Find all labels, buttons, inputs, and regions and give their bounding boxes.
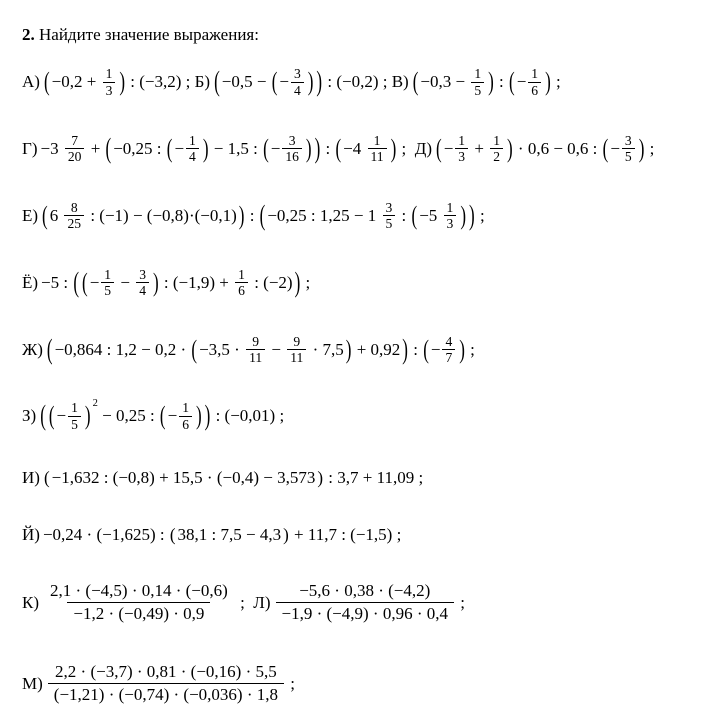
fraction-numerator: 1 xyxy=(182,400,189,416)
fraction-numerator: 1 xyxy=(373,133,381,149)
item-label: Е) xyxy=(22,206,39,226)
item-label: Ё) xyxy=(22,272,39,292)
math-text: − xyxy=(279,72,289,92)
fraction-denominator: 11 xyxy=(246,349,265,365)
math-text: : xyxy=(397,206,411,226)
paren-group xyxy=(39,400,211,431)
fraction xyxy=(490,133,503,164)
math-text: − xyxy=(267,339,286,359)
close-paren-icon: ) xyxy=(305,133,312,164)
expression-item xyxy=(22,580,253,625)
big-fraction xyxy=(44,580,234,625)
fraction xyxy=(471,66,484,97)
paren-group-content xyxy=(516,66,544,97)
close-paren-icon: ) xyxy=(345,334,352,364)
math-text: ; xyxy=(465,339,475,359)
expression-item xyxy=(22,524,401,545)
open-paren-icon: ( xyxy=(436,133,442,164)
math-text: : xyxy=(245,206,259,226)
close-paren-icon: ) xyxy=(195,401,202,431)
paren-group xyxy=(411,200,467,231)
expression-item xyxy=(22,200,485,231)
paren-group-content xyxy=(266,200,468,231)
close-paren-icon: ) xyxy=(317,467,324,488)
paren-group xyxy=(259,200,476,231)
paren-group xyxy=(435,133,514,164)
fraction-numerator: 1 xyxy=(493,133,500,149)
fraction-numerator: −5,6 · 0,38 · (−4,2) xyxy=(299,581,431,601)
open-paren-icon: ( xyxy=(82,267,88,297)
paren-group-content xyxy=(278,66,306,97)
math-text: · 7,5 xyxy=(308,339,344,359)
math-text: 6 xyxy=(49,206,63,226)
problem-number: 2. xyxy=(22,25,35,44)
paren-group-content xyxy=(112,133,313,164)
close-paren-icon: ) xyxy=(545,67,551,97)
item-label: И) xyxy=(22,468,40,488)
item-label: А) xyxy=(22,72,40,92)
math-text: ; xyxy=(551,72,561,92)
open-paren-icon: ( xyxy=(271,67,278,97)
open-paren-icon: ( xyxy=(43,467,50,488)
open-paren-icon: ( xyxy=(263,133,269,164)
fraction-numerator: 8 xyxy=(70,199,78,215)
expression-item xyxy=(22,400,284,431)
paren-group xyxy=(262,133,313,164)
fraction-denominator: 5 xyxy=(68,416,81,432)
math-text: ; xyxy=(301,272,311,292)
math-text: −5 : xyxy=(41,272,73,292)
item-label: Г) xyxy=(22,139,38,159)
open-paren-icon: ( xyxy=(40,399,46,432)
paren-group xyxy=(48,400,98,431)
paren-group-content xyxy=(51,467,317,488)
fraction xyxy=(622,133,635,164)
paren-group-content xyxy=(198,334,345,365)
fraction-numerator: 1 xyxy=(474,66,482,82)
fraction-numerator: 2,1 · (−4,5) · 0,14 · (−0,6) xyxy=(50,581,228,601)
fraction xyxy=(368,133,387,164)
fraction-denominator: 20 xyxy=(65,148,85,164)
math-text: − 0,25 : xyxy=(97,406,159,426)
item-label: Ж) xyxy=(22,339,43,359)
fraction-denominator: 6 xyxy=(528,82,541,98)
paren-group xyxy=(43,66,126,97)
math-text: −0,864 : 1,2 − 0,2 · xyxy=(54,339,191,359)
fraction-denominator: −1,2 · (−0,49) · 0,9 xyxy=(67,602,210,625)
paren-group-content xyxy=(89,267,152,298)
fraction xyxy=(442,334,455,365)
expression-item xyxy=(253,580,465,625)
big-fraction xyxy=(276,580,454,625)
fraction-numerator: 1 xyxy=(71,400,78,416)
fraction-numerator: 9 xyxy=(252,333,259,349)
fraction-denominator: 7 xyxy=(442,349,455,365)
item-label: М) xyxy=(22,673,43,693)
math-text: −3 xyxy=(40,139,63,159)
expression-item xyxy=(415,133,655,164)
paren-group xyxy=(508,66,552,97)
math-text: −3,5 · xyxy=(199,339,245,359)
open-paren-icon: ( xyxy=(214,65,220,98)
math-text: ; xyxy=(475,206,485,226)
fraction xyxy=(65,133,85,164)
math-text: : (−1,9) + xyxy=(159,272,234,292)
item-label: Д) xyxy=(414,139,433,159)
exponent: 2 xyxy=(92,398,98,410)
paren-group xyxy=(43,467,324,488)
fraction xyxy=(246,334,265,365)
close-paren-icon: ) xyxy=(402,332,408,366)
paren-group-content xyxy=(430,334,458,365)
close-paren-icon: ) xyxy=(283,524,289,545)
fraction-numerator: 1 xyxy=(189,133,196,149)
math-text: + 0,92 xyxy=(352,339,401,359)
expression-row xyxy=(22,66,708,97)
fraction xyxy=(136,267,149,298)
fraction xyxy=(103,66,116,97)
fraction-denominator: 2 xyxy=(490,148,503,164)
fraction-numerator: 4 xyxy=(445,333,453,349)
fraction xyxy=(444,200,457,231)
fraction-denominator: 11 xyxy=(287,349,306,365)
fraction xyxy=(291,66,304,97)
paren-group-content xyxy=(270,133,305,164)
fraction-denominator: 4 xyxy=(186,148,199,164)
open-paren-icon: ( xyxy=(423,334,429,364)
paren-group-content xyxy=(342,133,389,164)
math-text: ; xyxy=(397,139,415,159)
math-text: − xyxy=(270,139,281,159)
close-paren-icon: ) xyxy=(460,200,467,231)
paren-group xyxy=(335,133,398,164)
fraction xyxy=(186,133,199,164)
close-paren-icon: ) xyxy=(316,65,323,98)
fraction xyxy=(287,334,306,365)
page-title xyxy=(22,25,708,45)
fraction-numerator: 3 xyxy=(293,66,301,82)
paren-group xyxy=(213,66,323,97)
expression-list xyxy=(22,66,708,706)
open-paren-icon: ( xyxy=(259,199,266,232)
paren-group xyxy=(271,66,315,97)
close-paren-icon: ) xyxy=(84,401,91,431)
expression-item xyxy=(22,467,423,488)
paren-group-content xyxy=(56,400,84,431)
close-paren-icon: ) xyxy=(202,133,209,164)
math-text: : (−0,01) ; xyxy=(211,406,285,426)
fraction-numerator: 1 xyxy=(458,133,466,149)
open-paren-icon: ( xyxy=(509,67,515,97)
open-paren-icon: ( xyxy=(335,133,342,164)
open-paren-icon: ( xyxy=(48,401,55,431)
math-text: : xyxy=(321,139,335,159)
paren-group xyxy=(422,334,466,365)
close-paren-icon: ) xyxy=(119,67,126,97)
math-text: + xyxy=(86,139,105,159)
expression-item xyxy=(22,133,415,164)
close-paren-icon: ) xyxy=(314,132,321,165)
paren-group xyxy=(169,524,290,545)
paren-group-content xyxy=(49,200,238,231)
math-text: − xyxy=(610,139,620,159)
fraction-denominator: −1,9 · (−4,9) · 0,96 · 0,4 xyxy=(276,602,454,625)
math-text: : xyxy=(494,72,509,92)
expression-row xyxy=(22,661,708,706)
math-text: − xyxy=(89,272,100,292)
expression-row xyxy=(22,467,708,488)
fraction-denominator: 11 xyxy=(368,148,387,164)
expression-row xyxy=(22,524,708,545)
fraction-denominator: 16 xyxy=(282,148,302,164)
paren-group-content xyxy=(54,334,402,365)
close-paren-icon: ) xyxy=(459,334,465,364)
open-paren-icon: ( xyxy=(411,200,418,231)
math-text: − 1,5 : xyxy=(209,139,263,159)
fraction-numerator: 1 xyxy=(238,266,245,282)
fraction-denominator: 3 xyxy=(455,148,468,164)
fraction-denominator: 5 xyxy=(383,215,396,231)
math-text: ; xyxy=(235,593,254,613)
math-text: ; xyxy=(455,593,465,613)
math-text: : (−2) xyxy=(249,272,293,292)
math-text: −0,24 · (−1,625) : xyxy=(42,524,169,544)
open-paren-icon: ( xyxy=(73,266,80,299)
paren-group-content xyxy=(51,66,119,97)
fraction-denominator: 25 xyxy=(64,215,84,231)
fraction xyxy=(101,267,114,298)
math-text: −0,3 − xyxy=(420,72,470,92)
paren-group xyxy=(602,133,646,164)
fraction xyxy=(235,267,248,298)
math-text: + xyxy=(470,139,489,159)
math-text: − xyxy=(116,272,135,292)
big-fraction xyxy=(48,661,284,706)
math-text: −0,5 − xyxy=(221,72,271,92)
math-text: − xyxy=(174,139,185,159)
fraction xyxy=(455,133,468,164)
close-paren-icon: ) xyxy=(488,67,494,97)
paren-group xyxy=(412,66,495,97)
fraction-denominator: 3 xyxy=(103,82,116,98)
paren-group xyxy=(46,334,409,365)
open-paren-icon: ( xyxy=(166,133,173,164)
math-text: · 0,6 − 0,6 : xyxy=(513,139,602,159)
fraction-numerator: 2,2 · (−3,7) · 0,81 · (−0,16) · 5,5 xyxy=(55,661,277,681)
math-text: ; xyxy=(645,139,655,159)
close-paren-icon: ) xyxy=(294,266,301,299)
fraction-numerator: 3 xyxy=(385,199,393,215)
open-paren-icon: ( xyxy=(46,332,53,366)
math-text: + 11,7 : (−1,5) ; xyxy=(289,524,402,544)
fraction-denominator: 4 xyxy=(136,282,149,298)
open-paren-icon: ( xyxy=(602,133,609,164)
expression-item xyxy=(392,66,561,97)
fraction-denominator: 4 xyxy=(291,82,304,98)
paren-group xyxy=(41,200,245,231)
math-text: − xyxy=(516,72,527,92)
math-text: −0,25 : 1,25 − 1 xyxy=(267,206,381,226)
math-text: − xyxy=(56,406,67,426)
open-paren-icon: ( xyxy=(169,524,176,545)
math-text: : (−1) − (−0,8)·(−0,1) xyxy=(86,206,237,226)
fraction-numerator: 1 xyxy=(531,66,539,82)
math-text: : xyxy=(408,339,423,359)
expression-row xyxy=(22,133,708,164)
paren-group xyxy=(166,133,210,164)
close-paren-icon: ) xyxy=(390,133,397,164)
math-text: −1,632 : (−0,8) + 15,5 · (−0,4) − 3,573 xyxy=(51,468,316,488)
fraction-denominator: 6 xyxy=(235,282,248,298)
paren-group-content xyxy=(609,133,637,164)
fraction-denominator: 5 xyxy=(101,282,114,298)
fraction-denominator: (−1,21) · (−0,74) · (−0,036) · 1,8 xyxy=(48,683,284,706)
paren-group-content xyxy=(47,400,204,431)
item-label: В) xyxy=(391,72,409,92)
close-paren-icon: ) xyxy=(307,67,314,97)
close-paren-icon: ) xyxy=(204,399,211,432)
fraction-numerator: 7 xyxy=(71,133,79,149)
fraction xyxy=(528,66,541,97)
math-text: −4 xyxy=(343,139,366,159)
open-paren-icon: ( xyxy=(42,200,48,231)
paren-group-content xyxy=(443,133,506,164)
item-label: Л) xyxy=(253,593,271,613)
paren-group-content xyxy=(221,66,316,97)
expression-row xyxy=(22,334,708,365)
fraction xyxy=(64,200,84,231)
paren-group-content xyxy=(167,400,195,431)
paren-group-content xyxy=(419,66,487,97)
item-label: К) xyxy=(22,593,39,613)
paren-group xyxy=(159,400,203,431)
fraction xyxy=(68,400,81,431)
expression-item xyxy=(22,267,310,298)
fraction-numerator: 9 xyxy=(293,333,301,349)
math-text: : (−3,2) ; xyxy=(126,72,195,92)
item-label: Й) xyxy=(22,524,40,544)
paren-group-content xyxy=(418,200,459,231)
close-paren-icon: ) xyxy=(638,133,645,164)
fraction xyxy=(282,133,302,164)
paren-group xyxy=(81,267,160,298)
close-paren-icon: ) xyxy=(238,200,245,231)
fraction-denominator: 5 xyxy=(471,82,484,98)
expression-item xyxy=(195,66,392,97)
expression-item xyxy=(22,661,295,706)
fraction-numerator: 3 xyxy=(624,133,632,149)
math-text: − xyxy=(430,339,441,359)
math-text: −0,2 + xyxy=(51,72,101,92)
close-paren-icon: ) xyxy=(469,199,475,232)
close-paren-icon: ) xyxy=(152,267,159,297)
paren-group xyxy=(72,267,301,298)
close-paren-icon: ) xyxy=(506,133,513,164)
title-text: Найдите значение выражения: xyxy=(34,25,259,44)
open-paren-icon: ( xyxy=(105,132,112,165)
expression-item xyxy=(22,66,195,97)
math-text: 38,1 : 7,5 − 4,3 xyxy=(177,524,282,544)
expression-row xyxy=(22,200,708,231)
paren-group-content xyxy=(80,267,294,298)
paren-group xyxy=(190,334,352,365)
fraction-numerator: 1 xyxy=(446,199,454,215)
open-paren-icon: ( xyxy=(191,334,198,364)
fraction xyxy=(383,200,396,231)
paren-group-content xyxy=(177,524,283,545)
paren-group xyxy=(105,133,322,164)
open-paren-icon: ( xyxy=(412,67,419,97)
math-text: − xyxy=(443,139,454,159)
expression-row xyxy=(22,580,708,625)
fraction-numerator: 3 xyxy=(288,133,296,149)
math-text: ; xyxy=(286,673,295,693)
item-label: З) xyxy=(22,406,37,426)
fraction-numerator: 1 xyxy=(104,266,112,282)
paren-group-content xyxy=(173,133,201,164)
expression-row xyxy=(22,400,708,431)
math-text: −5 xyxy=(419,206,442,226)
expression-row xyxy=(22,267,708,298)
math-text: −0,25 : xyxy=(113,139,166,159)
expression-item xyxy=(22,334,475,365)
fraction-denominator: 6 xyxy=(179,416,192,432)
fraction-numerator: 3 xyxy=(139,266,146,282)
open-paren-icon: ( xyxy=(43,67,50,97)
math-text: : 3,7 + 11,09 ; xyxy=(324,468,424,488)
math-text: : (−0,2) ; xyxy=(323,72,392,92)
open-paren-icon: ( xyxy=(159,401,166,431)
fraction-denominator: 5 xyxy=(622,148,635,164)
fraction-numerator: 1 xyxy=(105,66,113,82)
item-label: Б) xyxy=(194,72,211,92)
fraction-denominator: 3 xyxy=(444,215,457,231)
math-text: − xyxy=(167,406,178,426)
fraction xyxy=(179,400,192,431)
